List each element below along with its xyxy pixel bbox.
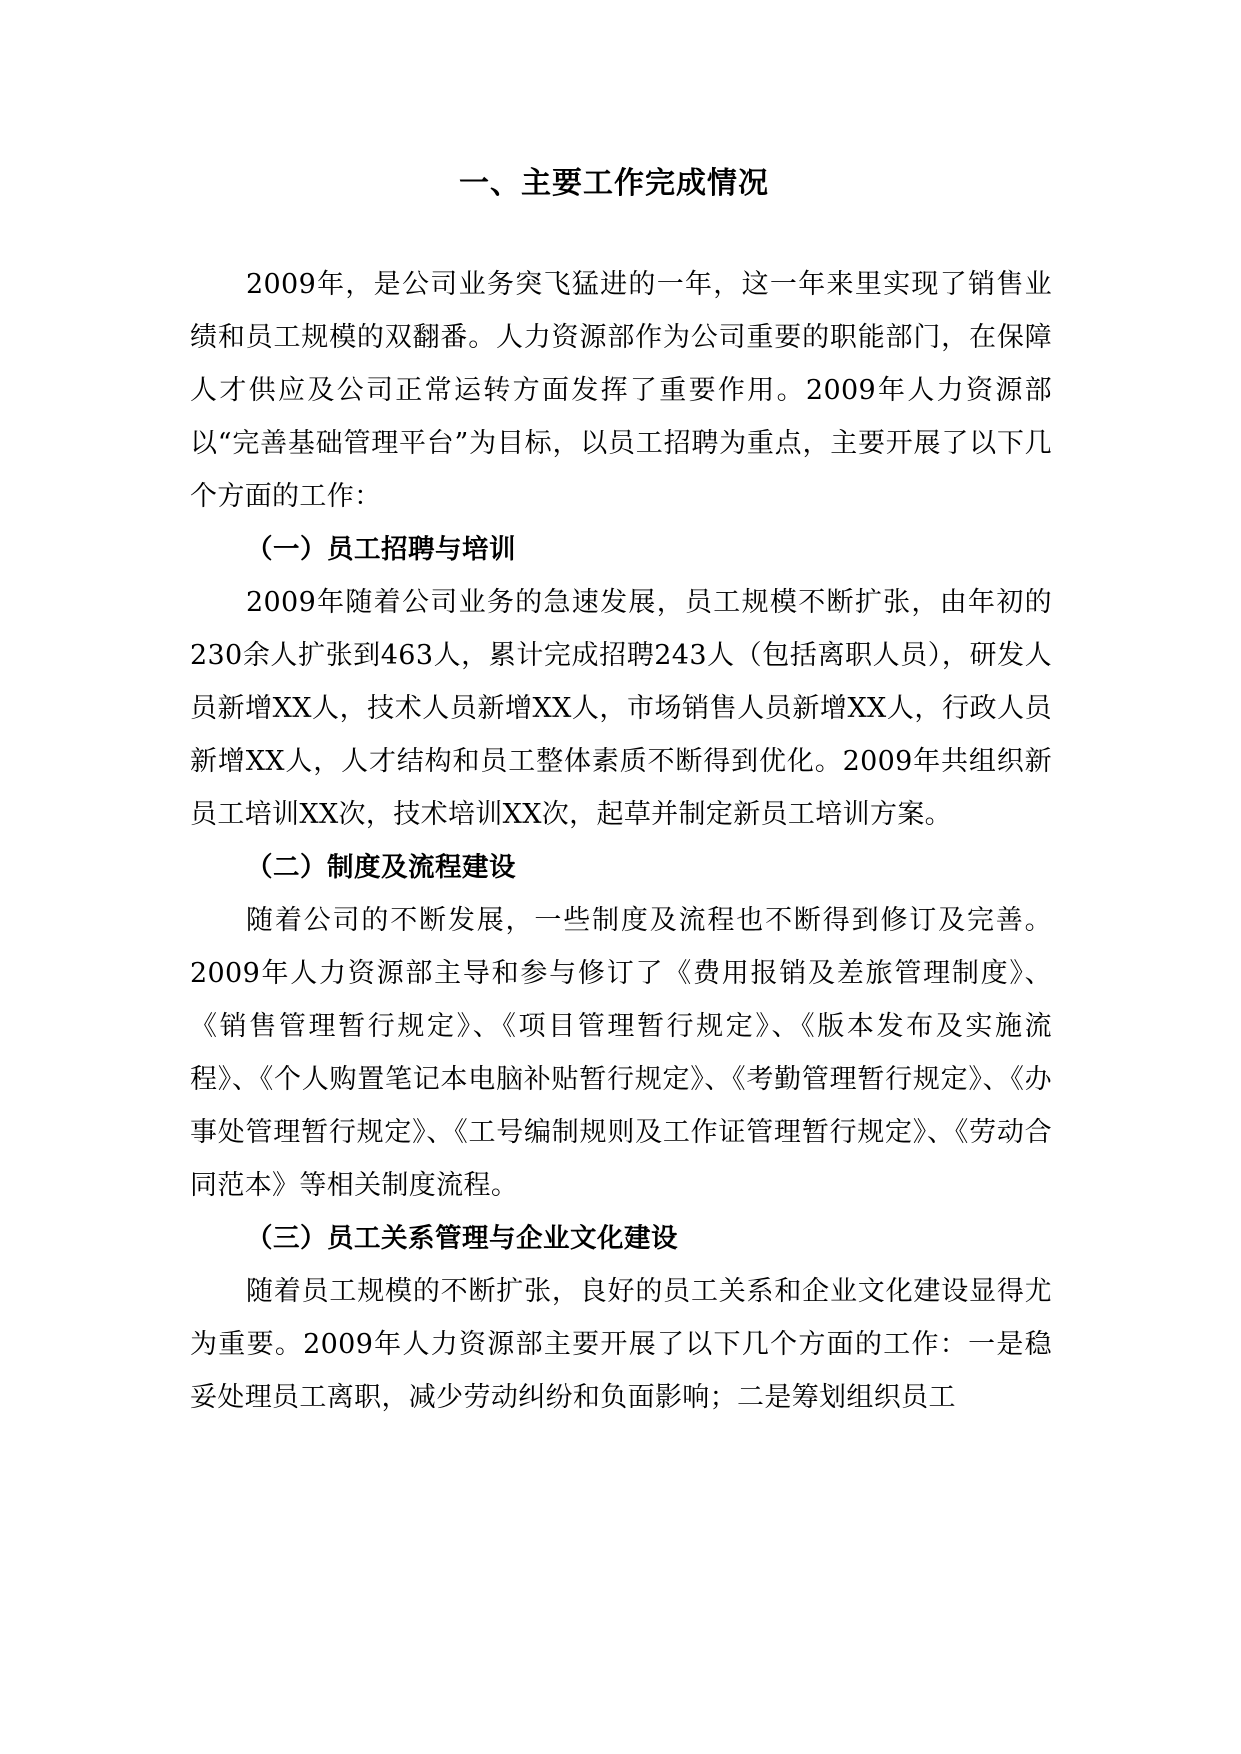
section-heading-recruitment: （一）员工招聘与培训: [246, 534, 516, 565]
document-content: [190, 154, 1052, 1424]
section-heading-employee-relations: （三）员工关系管理与企业文化建设: [246, 1223, 678, 1254]
intro-paragraph: 2009年，是公司业务突飞猛进的一年，这一年来里实现了销售业绩和员工规模的双翻番。人力资源部作为公司重要的职能部门，在保障人才供应及公司正常运转方面发挥了重要作用。2009年人力资源部以“完善基础管理平台”为目标，以员工招聘为重点，主要开展了以下几个方面的工作：: [190, 269, 1052, 512]
section-heading-policies: （二）制度及流程建设: [246, 852, 516, 883]
document-title: 一、主要工作完成情况: [459, 166, 769, 201]
section-body-policies: 随着公司的不断发展，一些制度及流程也不断得到修订及完善。2009年人力资源部主导和参与修订了《费用报销及差旅管理制度》、《销售管理暂行规定》、《项目管理暂行规定》、《版本发布及实施流程》、《个人购置笔记本电脑补贴暂行规定》、《考勤管理暂行规定》、《办事处管理暂行规定》、《工号编制规则及工作证管理暂行规定》、《劳动合同范本》等相关制度流程。: [190, 905, 1052, 1201]
section-body-recruitment: 2009年随着公司业务的急速发展，员工规模不断扩张，由年初的230余人扩张到463人，累计完成招聘243人（包括离职人员），研发人员新增XX人，技术人员新增XX人，市场销售人员新增XX人，行政人员新增XX人，人才结构和员工整体素质不断得到优化。2009年共组织新员工培训XX次，技术培训XX次，起草并制定新员工培训方案。: [190, 587, 1052, 830]
section-body-employee-relations: 随着员工规模的不断扩张，良好的员工关系和企业文化建设显得尤为重要。2009年人力资源部主要开展了以下几个方面的工作：一是稳妥处理员工离职，减少劳动纠纷和负面影响；二是筹划组织员工: [190, 1276, 1052, 1413]
